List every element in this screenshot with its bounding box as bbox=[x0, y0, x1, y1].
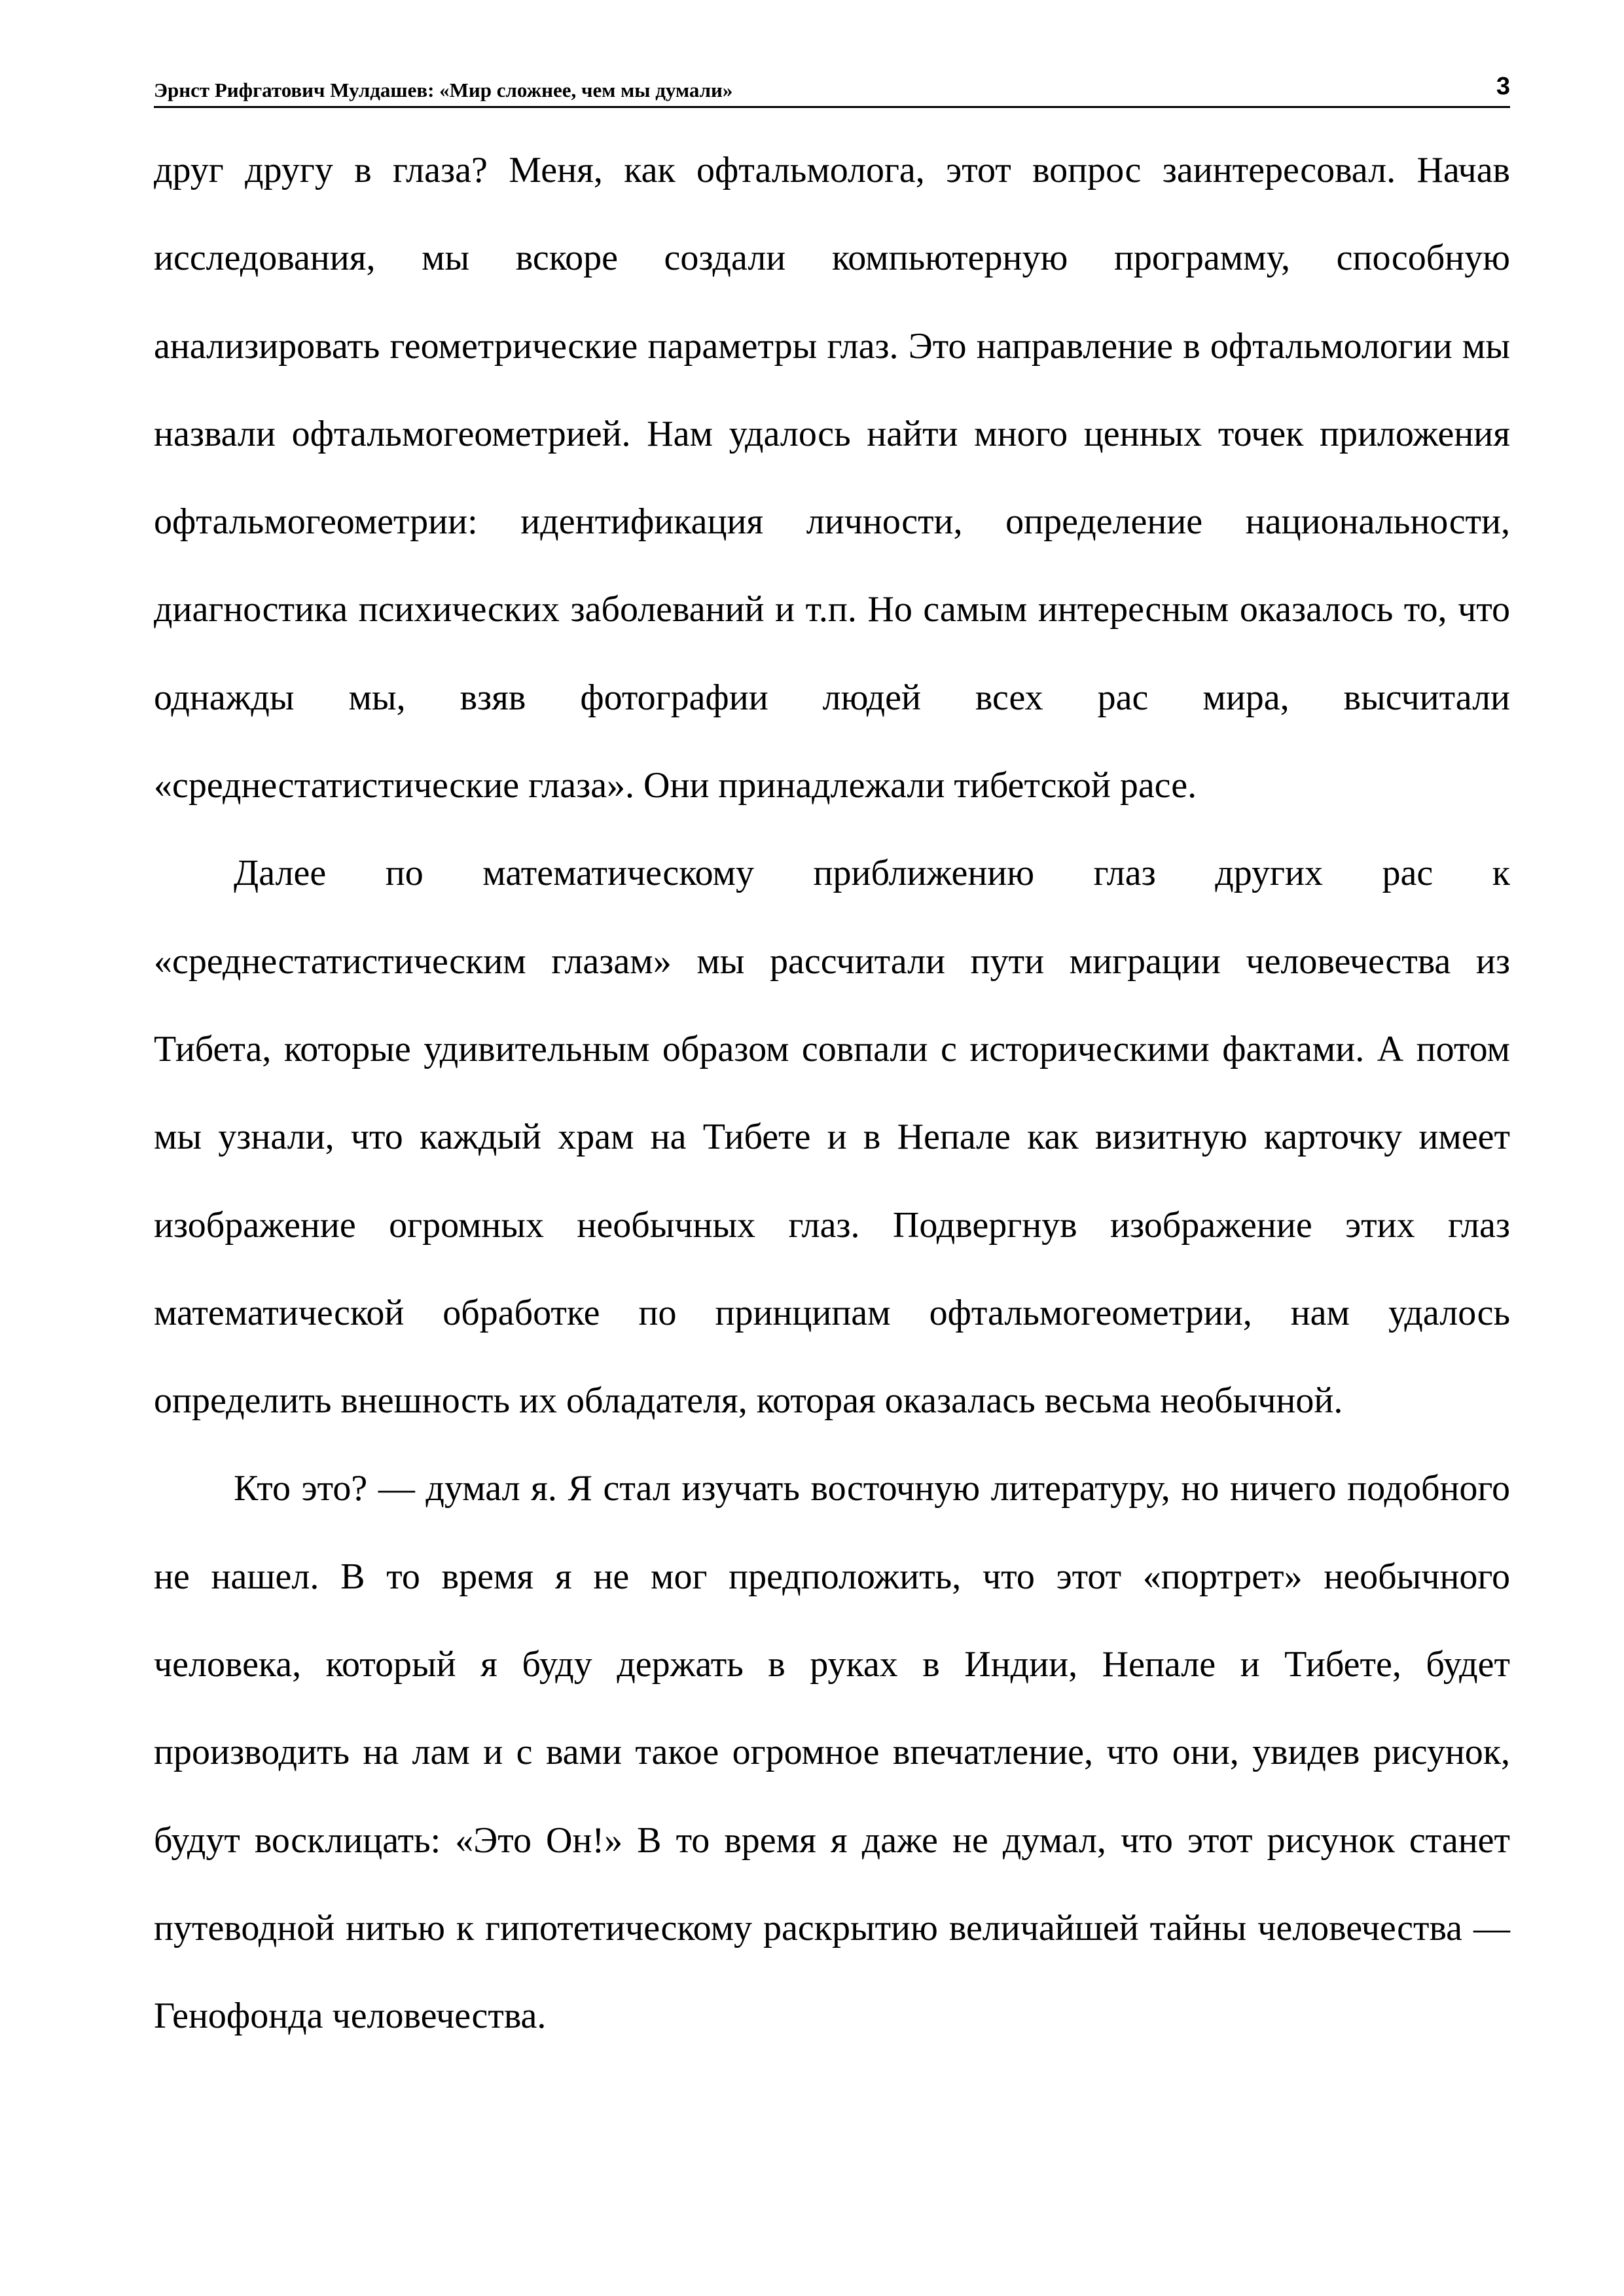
paragraph: Кто это? — думал я. Я стал изучать восточную литературу, но ничего подобного не нашел. В то время я не мог предположить, что этот «портрет» необычного человека, который я буду держать в руках в Индии, Непале и Тибете, будет производить на лам и с вами такое огромное впечатление, что они, увидев рисунок, будут восклицать: «Это Он!» В то время я даже не думал, что этот рисунок станет путеводной нитью к гипотетическому раскрытию величайшей тайны человечества — Генофонда человечества. bbox=[154, 1468, 1510, 2037]
paragraph: друг другу в глаза? Меня, как офтальмолога, этот вопрос заинтересовал. Начав исследования, мы вскоре создали компьютерную программу, способную анализировать геометрические параметры глаз. Это направление в офтальмологии мы назвали офтальмогеометрией. Нам удалось найти много ценных точек приложения офтальмогеометрии: идентификация личности, определение национальности, диагностика психических заболеваний и т.п. Но самым интересным оказалось то, что однажды мы, взяв фотографии людей всех рас мира, высчитали «среднестатистические глаза». Они принадлежали тибетской расе. bbox=[154, 150, 1510, 806]
page-number: 3 bbox=[1496, 73, 1510, 100]
running-title: Эрнст Рифгатович Мулдашев: «Мир сложнее, чем мы думали» bbox=[154, 79, 733, 101]
paragraph: Далее по математическому приближению глаз других рас к «среднестатистическим глазам» мы рассчитали пути миграции человечества из Тибета, которые удивительным образом совпали с историческими фактами. А потом мы узнали, что каждый храм на Тибете и в Непале как визитную карточку имеет изображение огромных необычных глаз. Подвергнув изображение этих глаз математической обработке по принципам офтальмогеометрии, нам удалось определить внешность их обладателя, которая оказалась весьма необычной. bbox=[154, 853, 1510, 1422]
body-text bbox=[154, 126, 1510, 2060]
page-header bbox=[154, 72, 1510, 108]
